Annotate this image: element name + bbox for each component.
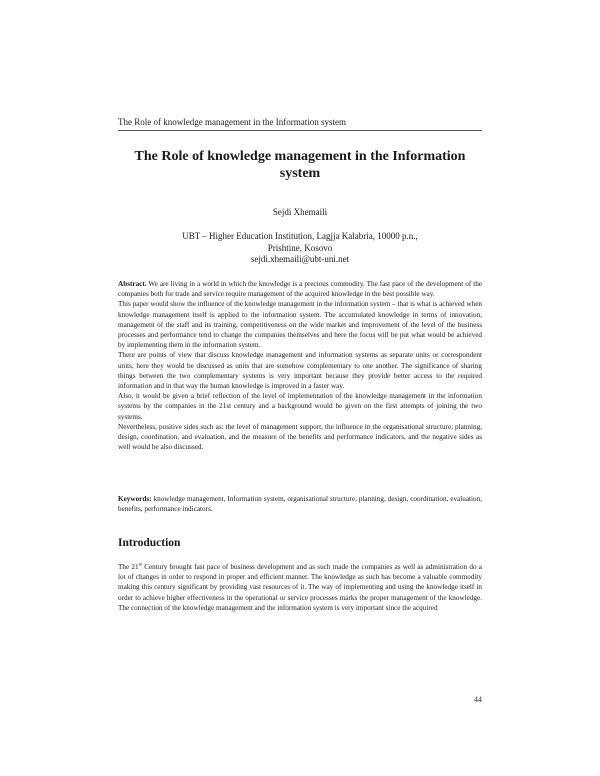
affiliation-line-2: Prishtine, Kosovo (267, 242, 333, 253)
intro-text-start: The 21 (118, 563, 139, 571)
affiliation-block (118, 231, 482, 266)
author-email[interactable]: sejdi.xhemaili@ubt-uni.net (250, 254, 350, 264)
abstract-paragraph: Nevertheless, positive sides such as: the level of management support, the influence in the organisational structure, planning, design, coordination, and evaluation, and the measure of the benefits and performance indicators, and the negative sides as well would be also discussed. (118, 422, 482, 452)
intro-text-rest: Century brought fast pace of business development and as such made the companies as well as administration do a lot of changes in order to respond in proper and efficient manner. The knowledge as such has become a valuable commodity making this century significant by providing vast resources of it. The way of implementing and using the knowledge itself in order to achieve higher effectiveness in the operational or service processes marks the proper management of the knowledge. The connection of the knowledge management and the information system is very important since the acquired (118, 563, 482, 612)
affiliation-line-1: UBT – Higher Education Institution, Lagjja Kalabria, 10000 p.n., (182, 231, 418, 241)
keywords-label: Keywords: (118, 495, 152, 503)
author-name: Sejdi Xhemaili (272, 207, 328, 217)
abstract-paragraph: This paper would show the influence of the knowledge management in the information system – that is what is achieved when knowledge management itself is applied to the information system. The accumulated knowledge in terms of innovation, management of the staff and its training, competitiveness on the wide market and improvement of the level of the business processes and performance tend to change the companies themselves and here the focus will be put what would be achieved by implementing them in the information system. (118, 300, 482, 350)
abstract-block (118, 279, 482, 452)
intro-superscript: st (138, 562, 142, 568)
header-rule (118, 130, 482, 131)
running-header: The Role of knowledge management in the Information system (118, 117, 346, 127)
paper-title: The Role of knowledge management in the Information system (134, 149, 466, 181)
abstract-label: Abstract. (118, 280, 147, 288)
section-heading-introduction: Introduction (118, 537, 181, 549)
keywords-text: knowledge management, Information system, organisational structure, planning, design, coordination, evaluation, benefits, performance indicators. (118, 495, 483, 514)
abstract-paragraph: There are points of view that discuss knowledge management and information systems as separate units or correspondent units, here they would be discussed as units that are somehow complementary to one another. The significance of sharing things between the two complementary systems is very important because they provide better access to the required information and in that way the human knowledge is improved in a faster way. (118, 351, 482, 391)
introduction-paragraph (118, 562, 482, 613)
abstract-text: We are living in a world in which the knowledge is a precious commodity. The fast pace of the development of the companies both for trade and service require management of the acquired knowledge in the best possible way. (118, 280, 482, 299)
page-number: 44 (474, 695, 482, 704)
keywords-block (118, 494, 482, 514)
abstract-paragraph: Also, it would be given a brief reflection of the level of implementation of the knowledge management in the information systems by the companies in the 21st century and a background would be given on the first attempts of joining the two systems. (118, 392, 482, 421)
abstract-paragraph (118, 279, 482, 299)
